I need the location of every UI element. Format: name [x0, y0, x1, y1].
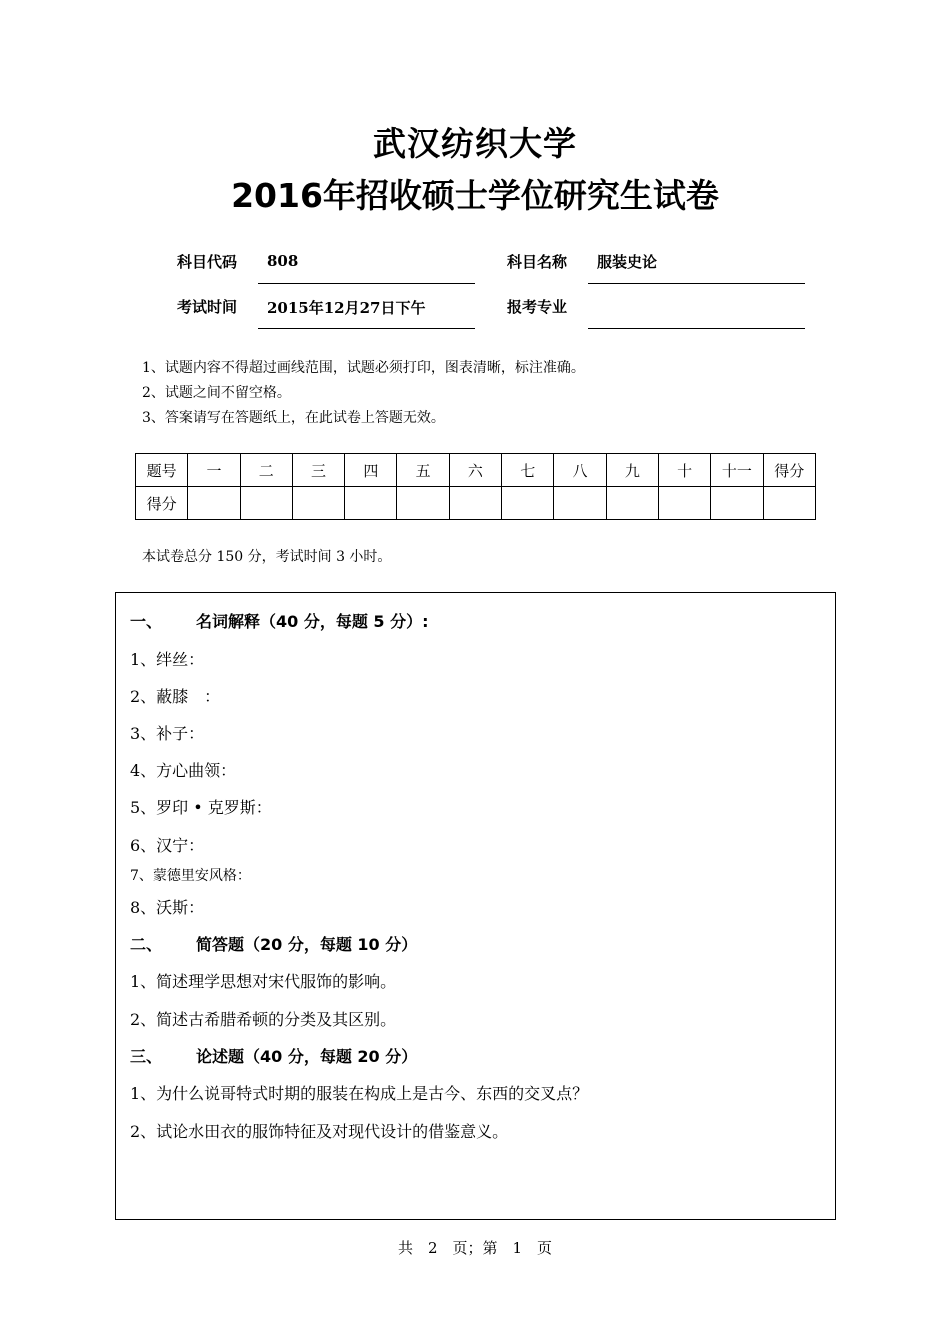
university-name: 武汉纺织大学 [373, 124, 577, 163]
question-item: 3、补子： [130, 724, 205, 743]
score-cell [345, 487, 397, 520]
score-cell [449, 487, 501, 520]
subject-name-underline [588, 283, 805, 284]
table-cell: 四 [345, 454, 397, 487]
question-item: 2、简述古希腊希顿的分类及其区别。 [130, 1010, 397, 1029]
score-cell [240, 487, 292, 520]
subject-code-underline [258, 283, 475, 284]
section-2-heading [130, 932, 417, 955]
section-3-heading [130, 1044, 417, 1067]
question-box [115, 592, 836, 1220]
table-cell: 八 [554, 454, 606, 487]
section-number: 二、 [130, 935, 163, 954]
score-cell [554, 487, 606, 520]
score-cell [397, 487, 449, 520]
question-item: 2、试论水田衣的服饰特征及对现代设计的借鉴意义。 [130, 1122, 509, 1141]
score-cell [606, 487, 658, 520]
table-cell: 六 [449, 454, 501, 487]
question-item: 7、蒙德里安风格： [130, 868, 251, 884]
table-cell: 得分 [763, 454, 815, 487]
exam-time-value: 2015年12月27日下午 [267, 299, 426, 317]
score-cell [188, 487, 240, 520]
major-underline [588, 328, 805, 329]
table-cell: 九 [606, 454, 658, 487]
score-table-score-row [136, 487, 816, 520]
score-cell [658, 487, 710, 520]
page-footer: 共 2 页；第 1 页 [397, 1239, 553, 1257]
score-table [135, 453, 816, 520]
question-item: 6、汉宁： [130, 836, 205, 855]
question-item: 1、绊丝： [130, 650, 205, 669]
question-item: 1、简述理学思想对宋代服饰的影响。 [130, 972, 397, 991]
table-cell: 七 [502, 454, 554, 487]
question-item: 8、沃斯： [130, 898, 205, 917]
question-item: 1、为什么说哥特式时期的服装在构成上是古今、东西的交叉点？ [130, 1084, 589, 1103]
exam-time-underline [258, 328, 475, 329]
section-1-heading [130, 609, 429, 632]
note-2: 2、试题之间不留空格。 [142, 385, 291, 401]
score-cell [711, 487, 763, 520]
table-cell: 题号 [136, 454, 188, 487]
subject-name-value: 服装史论 [597, 253, 658, 271]
table-cell: 五 [397, 454, 449, 487]
subject-code-label: 科目代码 [177, 253, 238, 271]
section-number: 三、 [130, 1047, 163, 1066]
table-cell: 二 [240, 454, 292, 487]
score-table-header-row [136, 454, 816, 487]
note-1: 1、试题内容不得超过画线范围，试题必须打印，图表清晰，标注准确。 [142, 360, 585, 376]
table-cell: 一 [188, 454, 240, 487]
subject-name-label: 科目名称 [507, 253, 568, 271]
score-cell [292, 487, 344, 520]
score-cell [502, 487, 554, 520]
section-title: 名词解释（40 分，每题 5 分）: [196, 612, 429, 631]
exam-title: 2016年招收硕士学位研究生试卷 [231, 176, 719, 215]
section-number: 一、 [130, 612, 163, 631]
major-label: 报考专业 [507, 298, 568, 316]
table-cell: 三 [292, 454, 344, 487]
table-cell: 得分 [136, 487, 188, 520]
score-cell [763, 487, 815, 520]
total-score-note: 本试卷总分 150 分，考试时间 3 小时。 [142, 549, 392, 565]
table-cell: 十 [658, 454, 710, 487]
note-3: 3、答案请写在答题纸上，在此试卷上答题无效。 [142, 410, 445, 426]
section-title: 论述题（40 分，每题 20 分） [196, 1047, 418, 1066]
table-cell: 十一 [711, 454, 763, 487]
question-item: 5、罗印 • 克罗斯： [130, 798, 272, 817]
exam-time-label: 考试时间 [177, 298, 238, 316]
section-title: 简答题（20 分，每题 10 分） [196, 935, 418, 954]
question-item: 2、蔽膝 ： [130, 687, 221, 706]
question-item: 4、方心曲领： [130, 761, 237, 780]
subject-code-value: 808 [267, 252, 299, 270]
